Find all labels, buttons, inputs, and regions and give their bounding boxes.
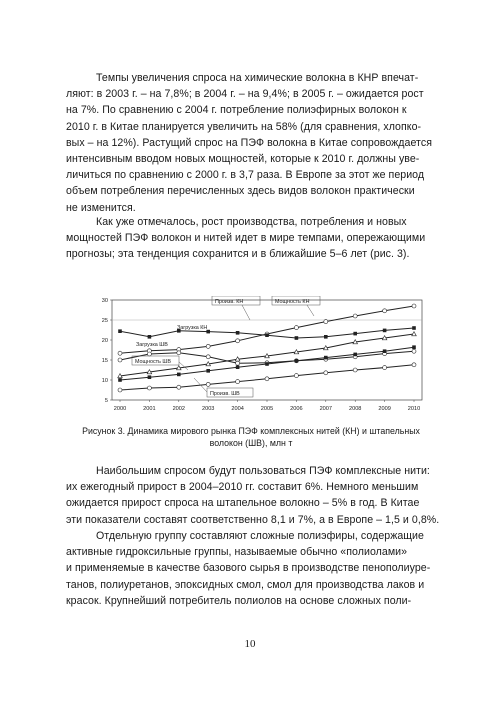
data-point: [118, 378, 122, 382]
data-point: [383, 366, 387, 370]
text-line: мощностей ПЭФ волокон и нитей идет в мире темпами, опережающими: [66, 232, 426, 245]
paragraph-world-growth: [66, 214, 436, 263]
y-tick-label: 10: [101, 378, 108, 384]
series-label-text: Произв. КН: [215, 299, 244, 305]
text-line: и применяемые в качестве базового сырья в производстве пенополиуре-: [66, 562, 431, 575]
data-point: [236, 331, 240, 335]
data-point: [265, 362, 269, 366]
data-point: [148, 335, 152, 339]
text-line: эти показатели составят соответственно 8,1 и 7%, а в Европе – 1,5 и 0,8%.: [66, 513, 440, 526]
series-label-text: Произв. ШВ: [210, 391, 240, 397]
data-point: [265, 377, 269, 381]
caption-line: волокон (ШВ), млн т: [209, 438, 293, 448]
text-line: их ежегодный прирост в 2004–2010 гг. составит 6%. Немного меньшим: [66, 481, 419, 494]
paragraph-chemical-fibers-demand: [66, 70, 436, 216]
data-point: [118, 351, 122, 355]
data-point: [353, 353, 357, 357]
data-point: [383, 329, 387, 333]
y-tick-label: 20: [101, 338, 108, 344]
data-point: [412, 326, 416, 330]
text-line: ляют: в 2003 г. – на 7,8%; в 2004 г. – на 9,4%; в 2005 г. – ожидается рост: [66, 88, 424, 101]
paragraph-polyols: [66, 528, 436, 609]
data-point: [295, 336, 299, 340]
data-point: [353, 368, 357, 372]
data-point: [147, 386, 151, 390]
data-point: [236, 380, 240, 384]
text-line: Как уже отмечалось, рост производства, потребления и новых: [96, 216, 407, 228]
y-tick-label: 5: [104, 398, 108, 404]
data-point: [236, 339, 240, 343]
x-tick-label: 2002: [172, 406, 186, 412]
text-line: Отдельную группу составляют сложные полиэфиры, содержащие: [96, 530, 424, 542]
text-line: прогнозы; эта тенденция сохранится и в ближайшие 5–6 лет (рис. 3).: [66, 248, 410, 261]
data-point: [118, 358, 122, 362]
figure-caption: [66, 425, 436, 449]
data-point: [236, 361, 240, 365]
text-line: 2010 г. в Китае планируется увеличить на 58% (для сравнения, хлопко-: [66, 120, 422, 133]
x-tick-label: 2003: [201, 406, 215, 412]
market-dynamics-chart: [82, 296, 430, 418]
y-tick-label: 30: [101, 298, 108, 304]
data-point: [324, 371, 328, 375]
text-line: ожидается прирост спроса на штапельное волокно – 5% в год. В Китае: [66, 497, 420, 510]
data-point: [177, 373, 181, 377]
data-point: [383, 349, 387, 353]
label-zagruzka-kn: [177, 325, 207, 331]
x-tick-label: 2000: [113, 406, 127, 412]
text-line: Наибольшим спросом будут пользоваться ПЭФ комплексные нити:: [96, 465, 430, 477]
x-tick-label: 2005: [260, 406, 274, 412]
data-point: [383, 309, 387, 313]
data-point: [294, 374, 298, 378]
data-point: [206, 355, 210, 359]
data-point: [324, 335, 328, 339]
x-tick-label: 2007: [319, 406, 333, 412]
caption-line: Рисунок 3. Динамика мирового рынка ПЭФ комплексных нитей (КН) и штапельных: [82, 426, 420, 436]
text-line: объем потребления перечисленных здесь видов волокон практически: [66, 185, 415, 198]
x-tick-label: 2008: [348, 406, 362, 412]
data-point: [206, 369, 210, 373]
data-point: [148, 375, 152, 379]
series-label-text: Мощность ШВ: [135, 359, 171, 365]
text-line: танов, полиуретанов, эпоксидных смол, смол для производства лаков и: [66, 578, 425, 591]
text-line: личиться по сравнению с 2000 г. в 3,7 раза. В Европе за этот же период: [66, 169, 425, 182]
data-point: [236, 365, 240, 369]
x-tick-label: 2004: [231, 406, 244, 412]
y-tick-label: 25: [101, 318, 108, 324]
text-line: интенсивным вводом новых мощностей, которые к 2010 г. должны уве-: [66, 153, 420, 166]
page-number: 10: [244, 638, 256, 650]
data-point: [177, 351, 181, 355]
text-line: вых – на 12%). Растущий спрос на ПЭФ волокна в Китае сопровождается: [66, 136, 432, 149]
data-point: [353, 314, 357, 318]
data-point: [206, 344, 210, 348]
series-label-text: Загрузка ШВ: [136, 342, 168, 348]
data-point: [412, 304, 416, 308]
text-line: активные гидроксильные группы, называемые обычно «полиолами»: [66, 546, 408, 559]
data-point: [353, 332, 357, 336]
y-tick-label: 15: [101, 358, 108, 364]
paragraph-demand-forecast: [66, 463, 440, 528]
x-tick-label: 2010: [407, 406, 421, 412]
data-point: [118, 329, 122, 333]
x-tick-label: 2006: [290, 406, 303, 412]
data-point: [265, 333, 269, 337]
data-point: [206, 382, 210, 386]
x-tick-label: 2001: [143, 406, 156, 412]
text-line: на 7%. По сравнению с 2004 г. потребление полиэфирных волокон к: [66, 104, 407, 117]
label-zagruzka-shv: [136, 342, 168, 348]
data-point: [412, 345, 416, 349]
series-label-text: Загрузка КН: [177, 325, 208, 331]
data-point: [118, 388, 122, 392]
data-point: [324, 356, 328, 360]
data-point: [147, 352, 151, 356]
data-point: [295, 359, 299, 363]
data-point: [412, 363, 416, 367]
data-point: [294, 326, 298, 330]
data-point: [412, 349, 416, 353]
text-line: Темпы увеличения спроса на химические волокна в КНР впечат-: [96, 72, 419, 84]
text-line: красок. Крупнейший потребитель полиолов на основе сложных поли-: [66, 594, 412, 607]
text-line: не изменится.: [66, 201, 136, 214]
data-point: [177, 385, 181, 389]
data-point: [324, 320, 328, 324]
x-tick-label: 2009: [378, 406, 391, 412]
series-label-text: Мощность КН: [275, 299, 310, 305]
